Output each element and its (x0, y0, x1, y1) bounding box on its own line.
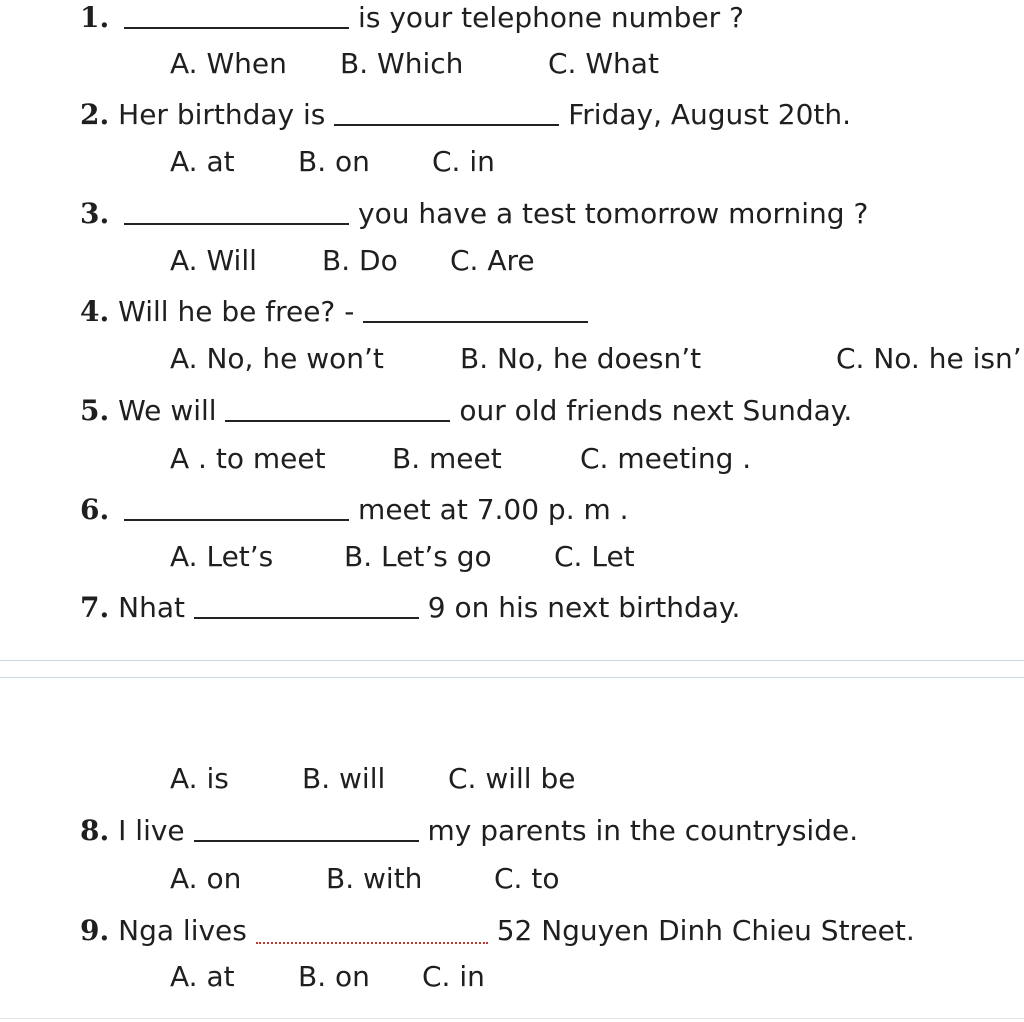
option-a[interactable]: A. on (170, 862, 242, 895)
question-number: 2. (80, 98, 110, 131)
option-a[interactable]: A. Let’s (170, 540, 274, 573)
question-2 (80, 97, 851, 133)
option-a[interactable]: A . to meet (170, 442, 326, 475)
option-c[interactable]: C. No. he isn’ (836, 342, 1022, 375)
question-text: I live (118, 814, 185, 847)
answer-blank[interactable] (124, 27, 349, 29)
question-text: 52 Nguyen Dinh Chieu Street. (496, 914, 915, 947)
option-a[interactable]: A. When (170, 47, 287, 80)
question-4 (80, 294, 588, 330)
question-number: 5. (80, 394, 110, 427)
option-c[interactable]: C. meeting . (580, 442, 752, 475)
page-break-bottom (0, 677, 1024, 678)
question-6 (80, 492, 629, 528)
option-b[interactable]: B. on (298, 960, 370, 993)
question-5 (80, 393, 852, 429)
answer-blank[interactable] (363, 321, 588, 323)
option-c[interactable]: C. Are (450, 244, 535, 277)
answer-blank[interactable] (124, 223, 349, 225)
answer-blank[interactable] (256, 939, 488, 944)
question-text: is your telephone number ? (358, 1, 744, 34)
question-text: Her birthday is (118, 98, 326, 131)
question-number: 9. (80, 914, 110, 947)
question-3 (80, 196, 868, 232)
question-number: 6. (80, 493, 110, 526)
option-a[interactable]: A. No, he won’t (170, 342, 384, 375)
option-a[interactable]: A. Will (170, 244, 257, 277)
option-b[interactable]: B. Which (340, 47, 464, 80)
question-text: We will (118, 394, 217, 427)
question-number: 1. (80, 1, 110, 34)
option-b[interactable]: B. will (302, 762, 386, 795)
option-c[interactable]: C. Let (554, 540, 635, 573)
option-b[interactable]: B. Let’s go (344, 540, 492, 573)
question-text: our old friends next Sunday. (459, 394, 853, 427)
page-break-top (0, 660, 1024, 661)
question-text: meet at 7.00 p. m . (358, 493, 629, 526)
bottom-border (0, 1018, 1024, 1019)
option-a[interactable]: A. at (170, 145, 235, 178)
answer-blank[interactable] (334, 124, 559, 126)
option-b[interactable]: B. No, he doesn’t (460, 342, 702, 375)
question-number: 3. (80, 197, 110, 230)
question-text: my parents in the countryside. (427, 814, 859, 847)
option-b[interactable]: B. meet (392, 442, 502, 475)
question-text: Nga lives (118, 914, 247, 947)
question-text: you have a test tomorrow morning ? (358, 197, 869, 230)
answer-blank[interactable] (194, 840, 419, 842)
option-c[interactable]: C. will be (448, 762, 576, 795)
option-c[interactable]: C. What (548, 47, 659, 80)
option-a[interactable]: A. at (170, 960, 235, 993)
question-number: 7. (80, 591, 110, 624)
question-text: 9 on his next birthday. (427, 591, 741, 624)
question-8 (80, 813, 858, 849)
question-number: 8. (80, 814, 110, 847)
question-text: Friday, August 20th. (568, 98, 852, 131)
question-7 (80, 590, 740, 626)
option-b[interactable]: B. Do (322, 244, 398, 277)
question-text: Nhat (118, 591, 185, 624)
option-c[interactable]: C. to (494, 862, 560, 895)
option-b[interactable]: B. on (298, 145, 370, 178)
answer-blank[interactable] (225, 420, 450, 422)
question-text: Will he be free? - (118, 295, 355, 328)
question-9 (80, 913, 915, 949)
option-a[interactable]: A. is (170, 762, 229, 795)
answer-blank[interactable] (124, 519, 349, 521)
option-c[interactable]: C. in (422, 960, 485, 993)
option-c[interactable]: C. in (432, 145, 495, 178)
option-b[interactable]: B. with (326, 862, 423, 895)
answer-blank[interactable] (194, 617, 419, 619)
question-1 (80, 0, 744, 36)
question-number: 4. (80, 295, 110, 328)
